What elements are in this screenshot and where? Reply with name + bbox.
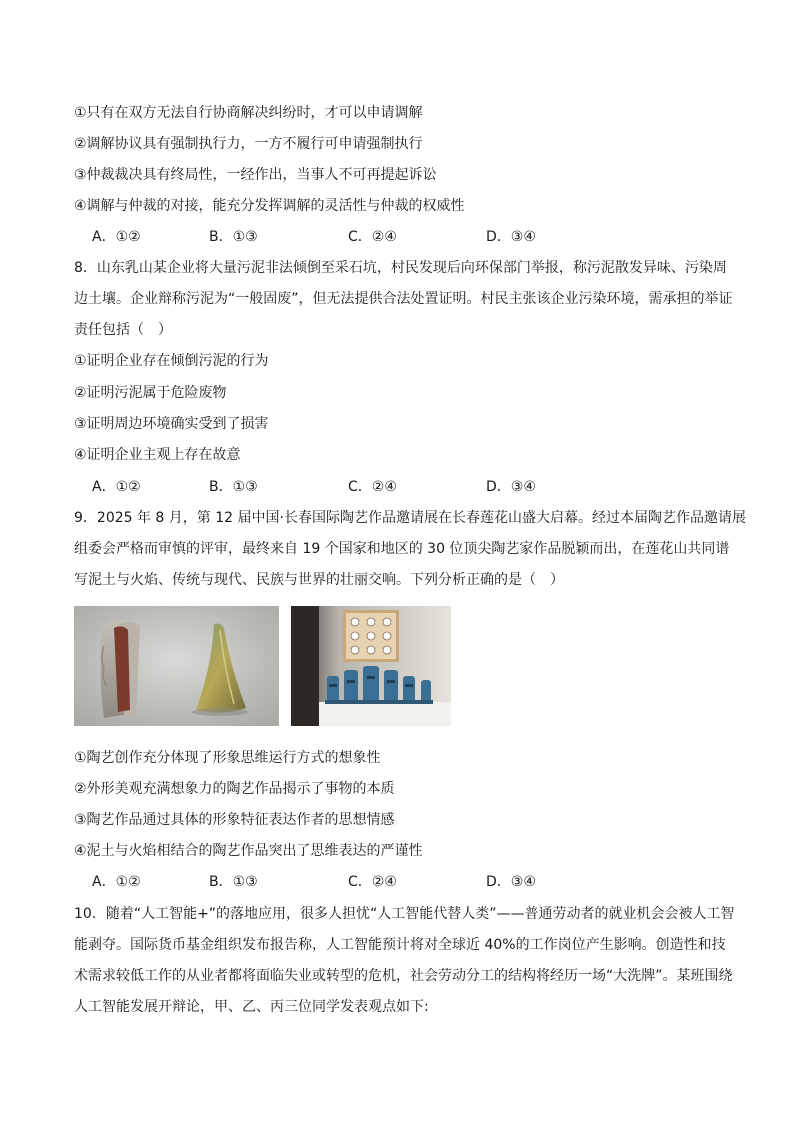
q8-option-c: C．②④: [348, 479, 397, 495]
q7-statement-3: ③仲裁裁决具有终局性，一经作出，当事人不可再提起诉讼: [74, 167, 437, 183]
q9-stem-line-3: 写泥土与火焰、传统与现代、民族与世界的壮丽交响。下列分析正确的是（ ）: [74, 572, 564, 588]
q8-options: [92, 477, 612, 497]
q9-statement-1: ①陶艺创作充分体现了形象思维运行方式的想象性: [74, 750, 381, 766]
q9-statement-2: ②外形美观充满想象力的陶艺作品揭示了事物的本质: [74, 781, 395, 797]
q9-statement-4: ④泥土与火焰相结合的陶艺作品突出了思维表达的严谨性: [74, 843, 423, 859]
q8-statement-1: ①证明企业存在倾倒污泥的行为: [74, 353, 269, 369]
q7-option-a: A．①②: [92, 229, 141, 245]
q9-statement-3: ③陶艺作品通过具体的形象特征表达作者的思想情感: [74, 812, 395, 828]
q8-option-a: A．①②: [92, 479, 141, 495]
q10-stem-line-2: 能剥夺。国际货币基金组织发布报告称，人工智能预计将对全球近 40%的工作岗位产生影响。创造性和技: [74, 937, 726, 953]
q7-statement-4: ④调解与仲裁的对接，能充分发挥调解的灵活性与仲裁的权威性: [74, 198, 465, 214]
q10-stem-line-4: 人工智能发展开辩论，甲、乙、丙三位同学发表观点如下:: [74, 999, 429, 1015]
q10-stem-line-3: 术需求较低工作的从业者都将面临失业或转型的危机，社会劳动分工的结构将经历一场“大洗牌”。某班围绕: [74, 968, 733, 984]
q7-option-c: C．②④: [348, 229, 397, 245]
q9-option-c: C．②④: [348, 874, 397, 890]
q10-stem-line-1: 10．随着“人工智能+”的落地应用，很多人担忧“人工智能代替人类”——普通劳动者的就业机会会被人工智: [74, 906, 735, 922]
q8-stem-line-3: 责任包括（ ）: [74, 322, 172, 338]
q8-option-b: B．①③: [209, 479, 258, 495]
q7-statement-1: ①只有在双方无法自行协商解决纠纷时，才可以申请调解: [74, 105, 423, 121]
q7-option-b: B．①③: [209, 229, 258, 245]
q7-option-d: D．③④: [486, 229, 536, 245]
q9-stem-line-1: 9．2025 年 8 月，第 12 届中国·长春国际陶艺作品邀请展在长春莲花山盛大启幕。经过本届陶艺作品邀请展: [74, 510, 746, 526]
q8-option-d: D．③④: [486, 479, 536, 495]
ceramic-sculptures-photo: [74, 606, 279, 726]
q8-statement-4: ④证明企业主观上存在故意: [74, 447, 241, 463]
q8-stem-line-2: 边土壤。企业辩称污泥为“一般固废”，但无法提供合法处置证明。村民主张该企业污染环境，需承担的举证: [74, 291, 733, 307]
q9-options: [92, 872, 612, 892]
q8-statement-3: ③证明周边环境确实受到了损害: [74, 416, 269, 432]
q8-statement-2: ②证明污泥属于危险废物: [74, 385, 227, 401]
q7-options: [92, 227, 612, 247]
q8-stem-line-1: 8．山东乳山某企业将大量污泥非法倾倒至采石坑，村民发现后向环保部门举报，称污泥散发异味、污染周: [74, 260, 727, 276]
q9-option-a: A．①②: [92, 874, 141, 890]
q9-option-d: D．③④: [486, 874, 536, 890]
q7-statement-2: ②调解协议具有强制执行力，一方不履行可申请强制执行: [74, 136, 423, 152]
q9-option-b: B．①③: [209, 874, 258, 890]
exhibition-busts-photo: [291, 606, 451, 726]
q9-stem-line-2: 组委会严格而审慎的评审，最终来自 19 个国家和地区的 30 位顶尖陶艺家作品脱颖而出，在莲花山共同谱: [74, 541, 730, 557]
